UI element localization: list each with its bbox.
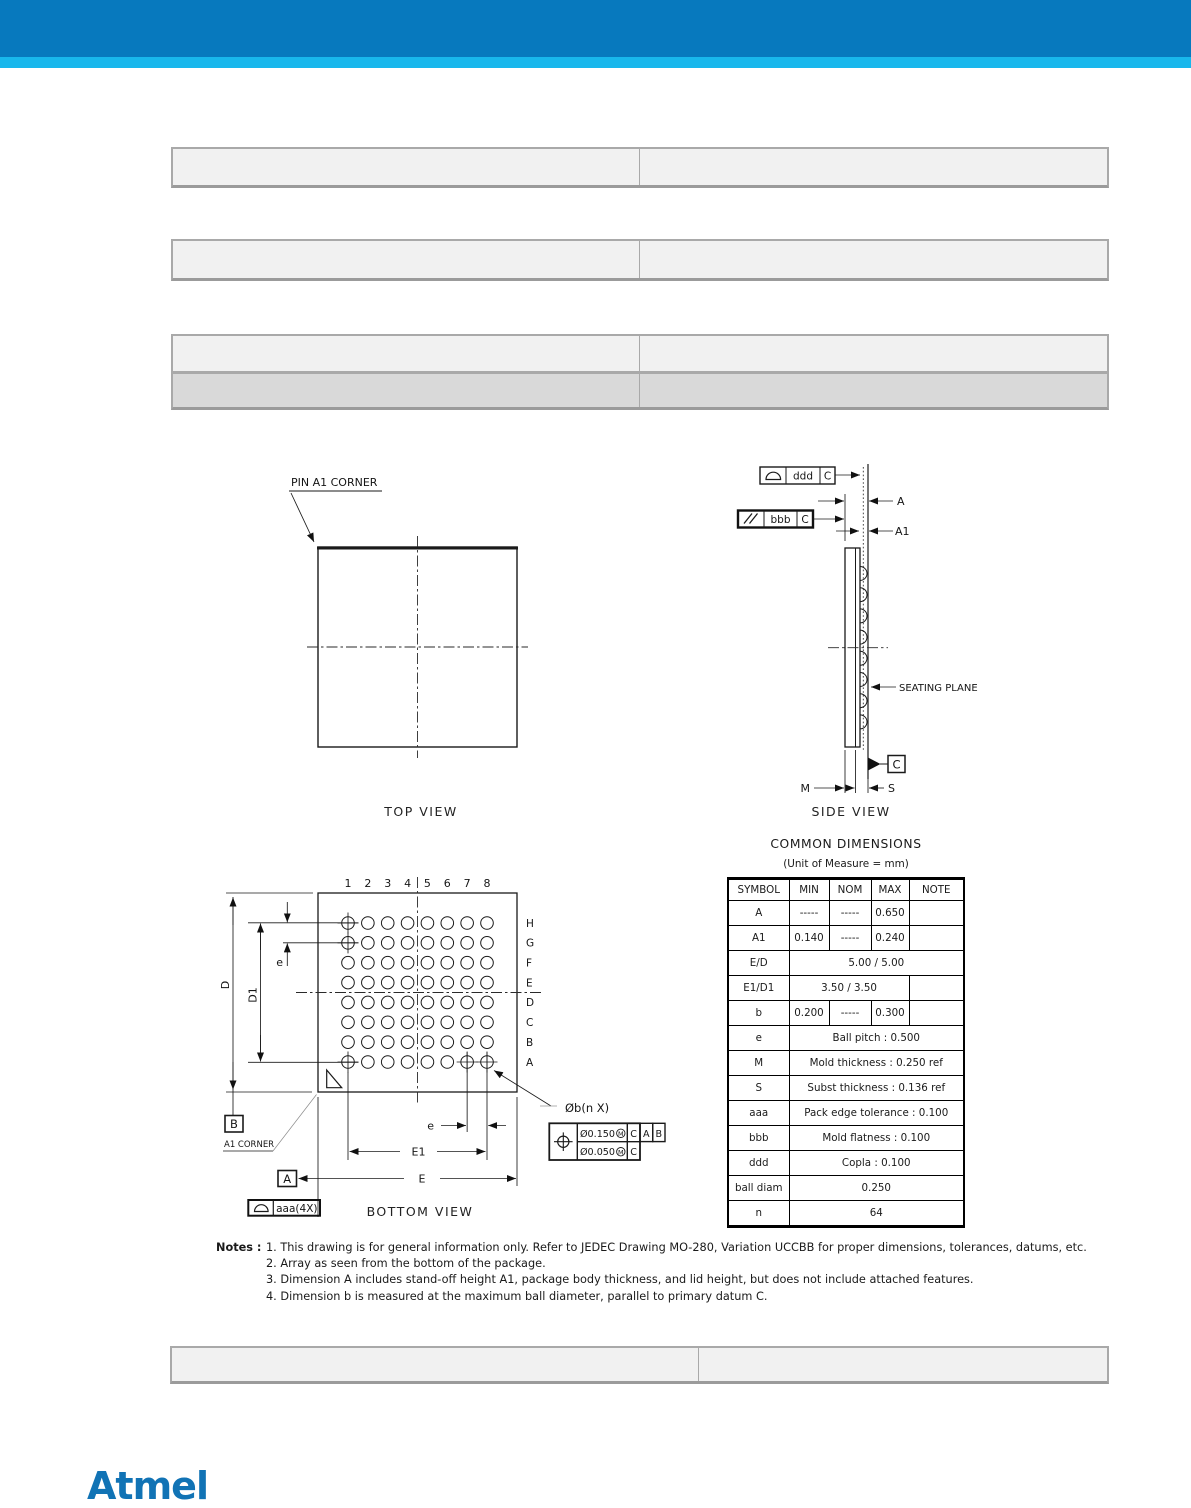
dim-e1-label: E1 — [411, 1145, 426, 1159]
common-dimensions-title: COMMON DIMENSIONS — [770, 837, 922, 851]
column-label: 3 — [384, 877, 392, 890]
solder-ball-E5 — [421, 976, 434, 989]
dim-s-label: S — [888, 782, 895, 795]
ball-diameter-callout: Øb(n X) — [565, 1101, 610, 1115]
solder-ball-G2 — [362, 937, 375, 950]
dim-table-cell: ----- — [789, 901, 829, 926]
column-label: 4 — [404, 877, 412, 890]
dim-table-symbol: S — [728, 1076, 789, 1101]
solder-ball-H4 — [401, 917, 414, 930]
dim-table-cell: Subst thickness : 0.136 ref — [789, 1076, 964, 1101]
dim-table-symbol: ddd — [728, 1151, 789, 1176]
dim-table-cell: Ball pitch : 0.500 — [789, 1026, 964, 1051]
dim-table-row — [728, 1151, 964, 1176]
solder-ball-F3 — [381, 956, 394, 969]
solder-ball-D5 — [421, 996, 434, 1009]
solder-ball-G3 — [381, 937, 394, 950]
solder-ball-E8 — [481, 976, 494, 989]
dim-e-outer-label: E — [418, 1172, 426, 1186]
note-item: 1. This drawing is for general information only. Refer to JEDEC Drawing MO-280, Variation UCCBB for proper dimensions, tolerances, datums, etc. — [266, 1241, 1087, 1254]
dim-table-row — [728, 1201, 964, 1227]
solder-ball-F5 — [421, 956, 434, 969]
solder-ball-D2 — [362, 996, 375, 1009]
solder-ball-H5 — [421, 917, 434, 930]
solder-ball-B3 — [381, 1036, 394, 1049]
parallelism-icon — [744, 514, 758, 524]
dim-d-label: D — [219, 980, 232, 990]
dim-table-cell: 64 — [789, 1201, 964, 1227]
dim-table-symbol: b — [728, 1001, 789, 1026]
solder-ball-G8 — [481, 937, 494, 950]
fcf-row2-datum-c: C — [630, 1147, 637, 1159]
dim-table-cell — [909, 926, 964, 951]
top-view — [289, 476, 528, 819]
dim-table-cell: Mold flatness : 0.100 — [789, 1126, 964, 1151]
notes-label: Notes : — [216, 1241, 262, 1254]
notes-items — [266, 1240, 1087, 1305]
fcf-bbb-datum: C — [801, 514, 809, 526]
dim-header-note: NOTE — [909, 879, 964, 901]
dim-header-max: MAX — [871, 879, 909, 901]
fcf-ddd — [760, 467, 860, 484]
solder-ball-D1 — [342, 996, 355, 1009]
solder-ball-A6 — [441, 1056, 454, 1069]
solder-ball-C1 — [342, 1016, 355, 1029]
note-item: 4. Dimension b is measured at the maximum ball diameter, parallel to primary datum C. — [266, 1289, 768, 1303]
solder-ball-F1 — [342, 956, 355, 969]
solder-ball-B4 — [401, 1036, 414, 1049]
solder-ball-E2 — [362, 976, 375, 989]
solder-ball-F7 — [461, 956, 474, 969]
dim-a-label: A — [897, 495, 905, 508]
dim-table-cell: ----- — [829, 926, 871, 951]
fcf-ddd-value: ddd — [793, 470, 813, 483]
solder-ball-G4 — [401, 937, 414, 950]
solder-ball-D3 — [381, 996, 394, 1009]
solder-ball-C2 — [362, 1016, 375, 1029]
solder-ball-A4 — [401, 1056, 414, 1069]
solder-ball-C4 — [401, 1016, 414, 1029]
common-dimensions-subtitle: (Unit of Measure = mm) — [783, 858, 909, 870]
datum-c — [868, 756, 905, 773]
solder-ball-H3 — [381, 917, 394, 930]
dim-a1-label: A1 — [895, 525, 910, 538]
solder-ball-A3 — [381, 1056, 394, 1069]
dim-table-row — [728, 1126, 964, 1151]
fcf-ddd-datum: C — [823, 470, 832, 483]
dim-table-cell: 0.250 — [789, 1176, 964, 1201]
coplanarity-icon — [766, 472, 781, 479]
top-view-caption: TOP VIEW — [384, 804, 458, 819]
column-label: 2 — [364, 877, 372, 890]
dim-table-cell: 0.200 — [789, 1001, 829, 1026]
solder-ball-D7 — [461, 996, 474, 1009]
solder-ball-H7 — [461, 917, 474, 930]
solder-ball-F4 — [401, 956, 414, 969]
solder-ball-D8 — [481, 996, 494, 1009]
side-view — [738, 464, 978, 819]
solder-ball-C6 — [441, 1016, 454, 1029]
dim-table-row — [728, 1026, 964, 1051]
footer-table — [170, 1346, 1109, 1384]
solder-ball-C5 — [421, 1016, 434, 1029]
seating-plane-label: SEATING PLANE — [899, 683, 978, 694]
solder-ball-F8 — [481, 956, 494, 969]
column-label: 8 — [483, 877, 491, 890]
dim-table-header-row — [728, 879, 964, 901]
solder-ball-H2 — [362, 917, 375, 930]
a1-chamfer-mark — [327, 1070, 342, 1088]
footer-table-cell-left — [172, 1348, 699, 1381]
dim-table-symbol: E/D — [728, 951, 789, 976]
dim-d1-label: D1 — [246, 987, 260, 1003]
dim-table-cell: Mold thickness : 0.250 ref — [789, 1051, 964, 1076]
note-item: 3. Dimension A includes stand-off height A1, package body thickness, and lid height, but does not include attached features. — [266, 1273, 974, 1287]
dim-table-cell: 0.240 — [871, 926, 909, 951]
dim-header-min: MIN — [789, 879, 829, 901]
row-label: H — [526, 917, 534, 930]
datum-a-label: A — [283, 1172, 292, 1186]
dim-table-row — [728, 1051, 964, 1076]
dim-e-bottom-label: e — [427, 1119, 434, 1133]
common-dimensions-table — [727, 877, 965, 1228]
solder-ball-C8 — [481, 1016, 494, 1029]
solder-ball-G6 — [441, 937, 454, 950]
coplanarity-icon — [255, 1205, 269, 1212]
dim-table-cell: 3.50 / 3.50 — [789, 976, 909, 1001]
dim-table-cell — [909, 901, 964, 926]
solder-ball-D6 — [441, 996, 454, 1009]
solder-ball-H6 — [441, 917, 454, 930]
dim-table-symbol: A1 — [728, 926, 789, 951]
fcf-bbb-value: bbb — [770, 514, 791, 526]
fcf-aaa-value: aaa(4X) — [276, 1202, 318, 1215]
solder-ball-H8 — [481, 917, 494, 930]
dim-table-row — [728, 1101, 964, 1126]
solder-ball-B1 — [342, 1036, 355, 1049]
fcf-row1-datum-c: C — [630, 1128, 637, 1140]
dim-e-top-label: e — [276, 956, 283, 969]
column-label: 1 — [344, 877, 352, 890]
column-label: 6 — [443, 877, 451, 890]
dim-table-symbol: e — [728, 1026, 789, 1051]
dim-table-cell: ----- — [829, 1001, 871, 1026]
solder-ball-G5 — [421, 937, 434, 950]
dim-table-row — [728, 976, 964, 1001]
dim-table-symbol: A — [728, 901, 789, 926]
dim-table-row — [728, 926, 964, 951]
row-label: F — [526, 957, 533, 970]
dim-m-label: M — [800, 782, 810, 795]
solder-ball-A5 — [421, 1056, 434, 1069]
solder-ball-B5 — [421, 1036, 434, 1049]
fcf-row1-datum-a: A — [643, 1128, 650, 1140]
dim-header-symbol: SYMBOL — [728, 879, 789, 901]
datum-b-label: B — [230, 1117, 238, 1131]
notes-block — [216, 1240, 1126, 1305]
dim-table-row — [728, 1176, 964, 1201]
dim-table-symbol: n — [728, 1201, 789, 1227]
dim-table-cell: 0.140 — [789, 926, 829, 951]
dim-table-cell — [909, 976, 964, 1001]
fcf-row2-tolerance: Ø0.050 — [580, 1147, 616, 1159]
dim-table-symbol: ball diam — [728, 1176, 789, 1201]
dim-table-symbol: aaa — [728, 1101, 789, 1126]
solder-ball-C7 — [461, 1016, 474, 1029]
side-view-caption: SIDE VIEW — [811, 804, 891, 819]
dim-table-cell: Copla : 0.100 — [789, 1151, 964, 1176]
solder-ball-B2 — [362, 1036, 375, 1049]
dim-table-row — [728, 951, 964, 976]
solder-ball-B8 — [481, 1036, 494, 1049]
dim-table-row — [728, 1076, 964, 1101]
bottom-view-caption: BOTTOM VIEW — [366, 1204, 474, 1219]
fcf-position — [549, 1123, 665, 1160]
solder-ball-E7 — [461, 976, 474, 989]
fcf-row1-tolerance: Ø0.150 — [580, 1128, 616, 1140]
solder-ball-E4 — [401, 976, 414, 989]
row-label: E — [526, 977, 533, 990]
row-label: D — [526, 997, 535, 1010]
solder-ball-B7 — [461, 1036, 474, 1049]
row-label: A — [526, 1056, 534, 1069]
dim-header-nom: NOM — [829, 879, 871, 901]
dim-table-symbol: M — [728, 1051, 789, 1076]
dim-table-cell: ----- — [829, 901, 871, 926]
dim-table-cell: 0.300 — [871, 1001, 909, 1026]
solder-ball-F2 — [362, 956, 375, 969]
solder-ball-C3 — [381, 1016, 394, 1029]
fcf-row2-modifier: M — [617, 1148, 624, 1157]
solder-ball-G7 — [461, 937, 474, 950]
solder-ball-B6 — [441, 1036, 454, 1049]
footer-table-cell-right — [699, 1348, 1107, 1381]
solder-ball-E1 — [342, 976, 355, 989]
datum-c-label: C — [892, 757, 901, 772]
row-label: G — [526, 937, 535, 950]
pin-a1-corner-label: PIN A1 CORNER — [291, 476, 378, 489]
column-label: 5 — [423, 877, 431, 890]
solder-ball-F6 — [441, 956, 454, 969]
a1-corner-label: A1 CORNER — [224, 1140, 275, 1150]
solder-ball-A2 — [362, 1056, 375, 1069]
solder-ball-E3 — [381, 976, 394, 989]
dim-table-row — [728, 901, 964, 926]
fcf-row1-datum-b: B — [655, 1128, 663, 1140]
dim-table-cell: Pack edge tolerance : 0.100 — [789, 1101, 964, 1126]
fcf-aaa — [248, 1200, 320, 1216]
solder-ball-E6 — [441, 976, 454, 989]
atmel-logo: Atmel — [87, 1464, 208, 1508]
row-label: C — [526, 1017, 534, 1030]
dim-table-cell — [909, 1001, 964, 1026]
note-item: 2. Array as seen from the bottom of the package. — [266, 1257, 546, 1271]
dim-table-symbol: bbb — [728, 1126, 789, 1151]
fcf-row1-modifier: M — [617, 1129, 624, 1138]
solder-ball-D4 — [401, 996, 414, 1009]
dim-table-cell: 0.650 — [871, 901, 909, 926]
bottom-view — [219, 877, 665, 1219]
true-position-icon — [554, 1132, 573, 1151]
dim-table-symbol: E1/D1 — [728, 976, 789, 1001]
column-label: 7 — [463, 877, 471, 890]
dim-table-cell: 5.00 / 5.00 — [789, 951, 964, 976]
fcf-bbb — [738, 511, 844, 528]
dim-table-row — [728, 1001, 964, 1026]
row-label: B — [526, 1036, 534, 1049]
ball-grid-labels — [345, 877, 535, 1069]
